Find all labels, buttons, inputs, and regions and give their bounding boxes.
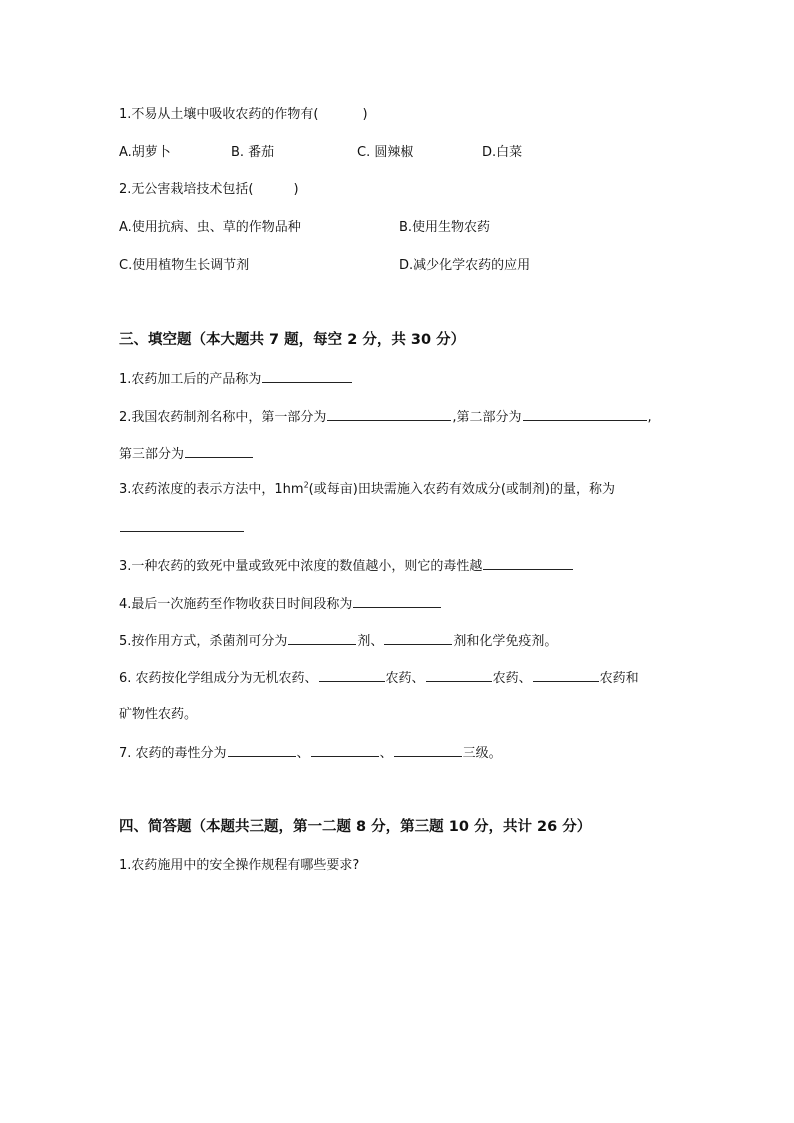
fill-question-5 xyxy=(119,631,557,651)
answer-blank[interactable] xyxy=(288,631,356,645)
answer-blank[interactable] xyxy=(262,369,352,383)
option-c: C.使用植物生长调节剂 xyxy=(119,258,250,273)
question-1-stem: 1.不易从土壤中吸收农药的作物有( xyxy=(119,107,319,122)
section-3-heading: 三、填空题（本大题共 7 题，每空 2 分，共 30 分） xyxy=(119,332,466,348)
question-2-stem: 2.无公害栽培技术包括( xyxy=(119,182,254,197)
fill-question-6 xyxy=(119,668,639,688)
question-2-paren-close: ) xyxy=(293,182,299,197)
answer-blank[interactable] xyxy=(483,556,573,570)
fill-question-6-text-a: 6. 农药按化学组成分为无机农药、 xyxy=(119,671,318,686)
fill-question-3b-text: 3.一种农药的致死中量或致死中浓度的数值越小，则它的毒性越 xyxy=(119,559,483,574)
fill-question-3 xyxy=(119,481,615,499)
fill-question-2-text-b: ,第二部分为 xyxy=(452,410,522,425)
fill-question-5-text-a: 5.按作用方式，杀菌剂可分为 xyxy=(119,634,288,649)
question-2 xyxy=(119,181,299,199)
fill-question-5-text-c: 剂和化学免疫剂。 xyxy=(453,634,558,649)
fill-question-6-line2: 矿物性农药。 xyxy=(119,707,198,722)
section-4-heading: 四、简答题（本题共三题，第一二题 8 分，第三题 10 分，共计 26 分） xyxy=(119,819,592,835)
fill-question-2 xyxy=(119,407,652,427)
option-a: A.胡萝卜 xyxy=(119,145,171,160)
fill-question-2-line2 xyxy=(119,444,254,464)
fill-question-7-text-a: 7. 农药的毒性分为 xyxy=(119,746,227,761)
short-answer-question-1: 1.农药施用中的安全操作规程有哪些要求? xyxy=(119,858,360,873)
answer-blank[interactable] xyxy=(384,631,452,645)
fill-question-4-text: 4.最后一次施药至作物收获日时间段称为 xyxy=(119,597,353,612)
question-1-options xyxy=(119,144,719,162)
fill-question-3-text-a: 3.农药浓度的表示方法中，1hm xyxy=(119,482,304,497)
answer-blank[interactable] xyxy=(533,668,599,682)
fill-question-1-text: 1.农药加工后的产品称为 xyxy=(119,372,262,387)
fill-question-7-text-c: 、 xyxy=(379,746,393,761)
option-b: B. 番茄 xyxy=(231,145,275,160)
fill-question-7-text-b: 、 xyxy=(296,746,310,761)
fill-question-2-text-c: , xyxy=(647,410,652,425)
fill-question-2-text-d: 第三部分为 xyxy=(119,447,185,462)
fill-question-4 xyxy=(119,594,442,614)
answer-blank[interactable] xyxy=(228,743,296,757)
option-a: A.使用抗病、虫、草的作物品种 xyxy=(119,220,301,235)
fill-question-6-text-d: 农药和 xyxy=(599,671,639,686)
answer-blank[interactable] xyxy=(426,668,492,682)
answer-blank[interactable] xyxy=(120,518,244,532)
fill-question-2-text-a: 2.我国农药制剂名称中，第一部分为 xyxy=(119,410,327,425)
fill-question-3-line2 xyxy=(119,518,245,538)
fill-question-6-text-c: 农药、 xyxy=(492,671,532,686)
fill-question-5-text-b: 剂、 xyxy=(357,634,384,649)
question-1 xyxy=(119,106,368,124)
option-b: B.使用生物农药 xyxy=(399,220,491,235)
answer-blank[interactable] xyxy=(185,444,253,458)
question-2-options-row1 xyxy=(119,219,719,237)
question-2-options-row2 xyxy=(119,257,719,275)
answer-blank[interactable] xyxy=(394,743,462,757)
answer-blank[interactable] xyxy=(353,594,441,608)
answer-blank[interactable] xyxy=(311,743,379,757)
fill-question-3b xyxy=(119,556,574,576)
answer-blank[interactable] xyxy=(523,407,647,421)
fill-question-1 xyxy=(119,369,353,389)
question-1-paren-close: ) xyxy=(362,107,368,122)
fill-question-3-text-b: (或每亩)田块需施入农药有效成分(或制剂)的量，称为 xyxy=(308,482,615,497)
fill-question-7-text-d: 三级。 xyxy=(462,746,502,761)
fill-question-6-text-b: 农药、 xyxy=(385,671,425,686)
option-d: D.白菜 xyxy=(482,145,523,160)
fill-question-7 xyxy=(119,743,502,763)
superscript: 2 xyxy=(303,480,309,490)
answer-blank[interactable] xyxy=(319,668,385,682)
option-d: D.减少化学农药的应用 xyxy=(399,258,531,273)
option-c: C. 圆辣椒 xyxy=(357,145,414,160)
answer-blank[interactable] xyxy=(327,407,451,421)
